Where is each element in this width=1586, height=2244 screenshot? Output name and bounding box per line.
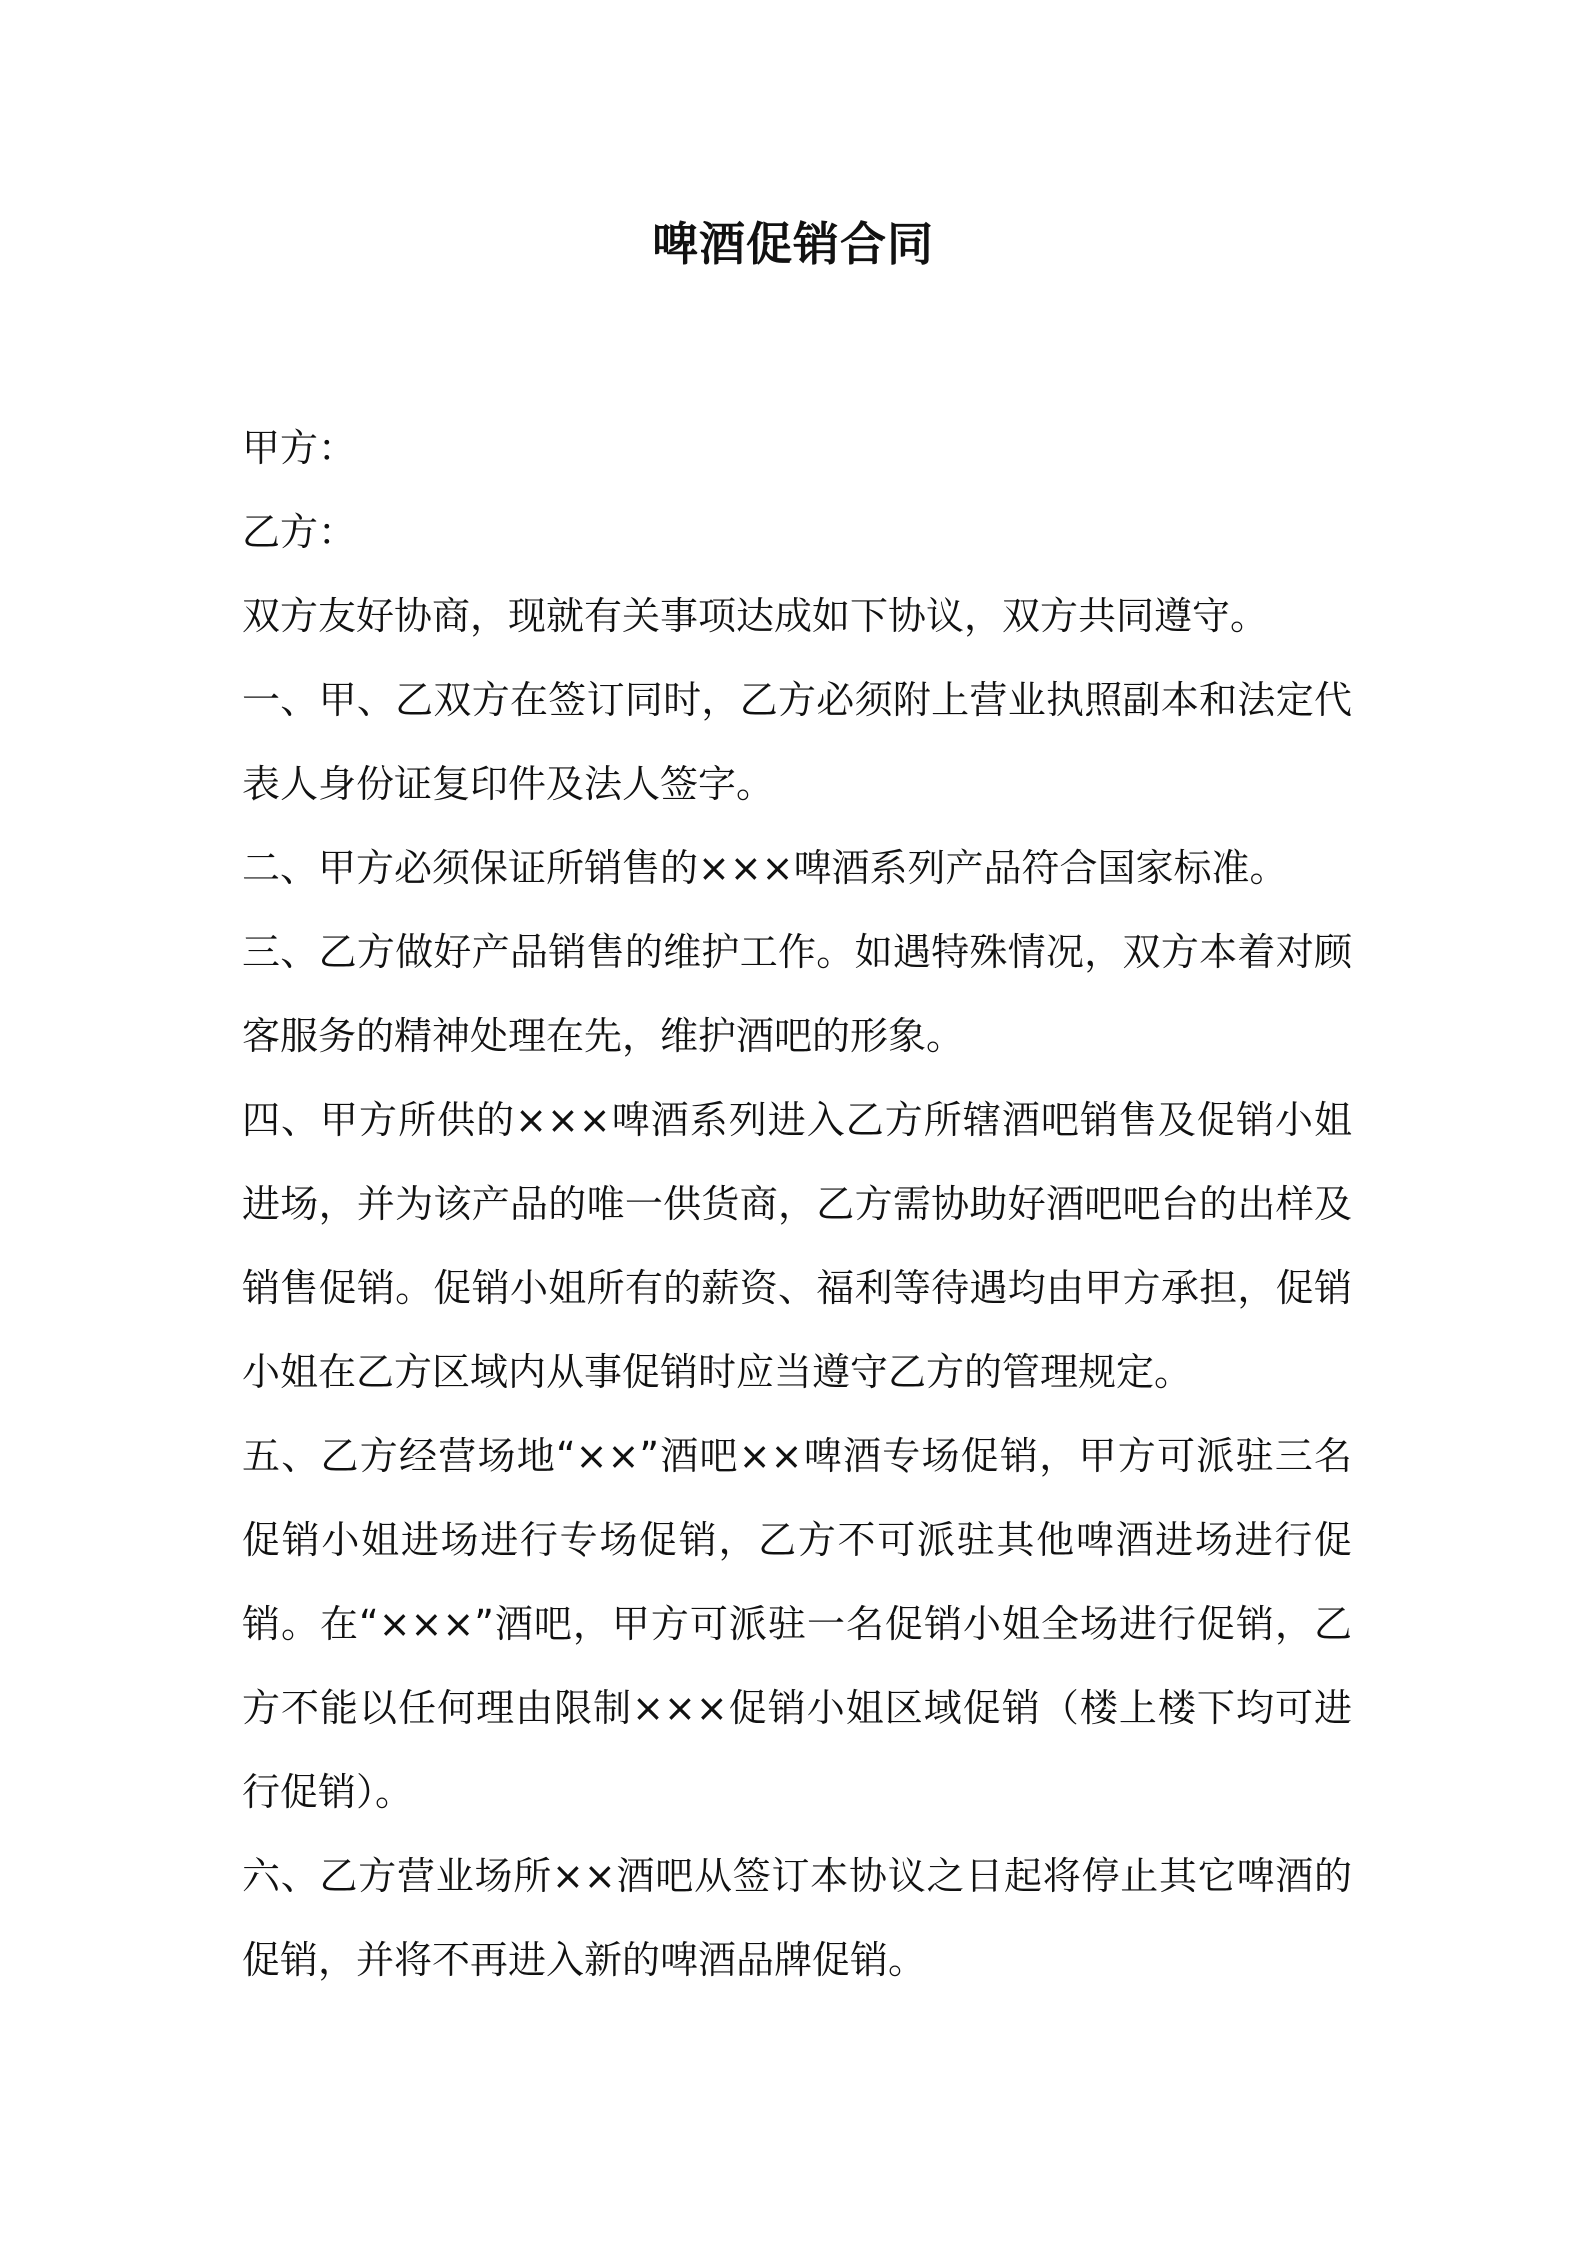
intro-paragraph: 双方友好协商，现就有关事项达成如下协议，双方共同遵守。	[242, 594, 1269, 638]
clause-4: 四、甲方所供的×××啤酒系列进入乙方所辖酒吧销售及促销小姐进场，并为该产品的唯一供货商，乙方需协助好酒吧吧台的出样及销售促销。促销小姐所有的薪资、福利等待遇均由甲方承担，促销小姐在乙方区域内从事促销时应当遵守乙方的管理规定。	[242, 1098, 1352, 1394]
party-a-line: 甲方：	[242, 426, 357, 470]
party-b-line: 乙方：	[242, 510, 357, 554]
clause-5: 五、乙方经营场地“××”酒吧××啤酒专场促销，甲方可派驻三名促销小姐进场进行专场促销，乙方不可派驻其他啤酒进场进行促销。在“×××”酒吧，甲方可派驻一名促销小姐全场进行促销，乙方不能以任何理由限制×××促销小姐区域促销（楼上楼下均可进行促销）。	[242, 1434, 1352, 1814]
document-body	[242, 406, 1352, 2002]
document-title: 啤酒促销合同	[652, 217, 934, 271]
clause-3: 三、乙方做好产品销售的维护工作。如遇特殊情况，双方本着对顾客服务的精神处理在先，维护酒吧的形象。	[242, 930, 1352, 1058]
clause-6: 六、乙方营业场所××酒吧从签订本协议之日起将停止其它啤酒的促销，并将不再进入新的啤酒品牌促销。	[242, 1854, 1352, 1982]
clause-2: 二、甲方必须保证所销售的×××啤酒系列产品符合国家标准。	[242, 846, 1288, 890]
clause-1: 一、甲、乙双方在签订同时，乙方必须附上营业执照副本和法定代表人身份证复印件及法人签字。	[242, 678, 1352, 806]
